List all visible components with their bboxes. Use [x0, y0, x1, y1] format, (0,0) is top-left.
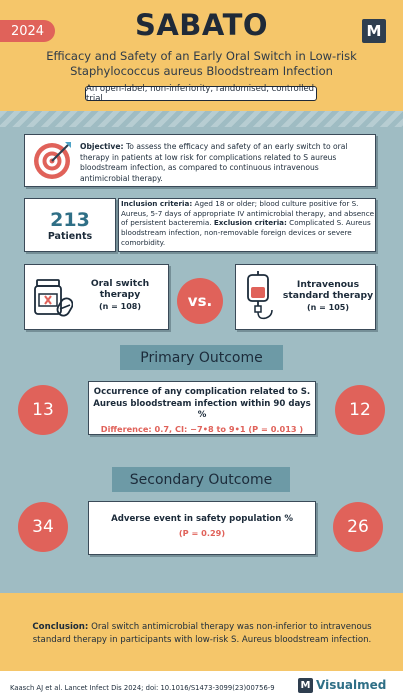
- footer-brand-name: Visualmed: [316, 678, 387, 692]
- exclusion-label: Exclusion criteria:: [213, 218, 287, 228]
- page-title: SABATO: [134, 8, 269, 42]
- primary-outcome-stat: Difference: 0.7, CI: −7•8 to 9•1 (P = 0.013 ): [100, 423, 304, 434]
- criteria-text: [121, 199, 375, 248]
- iv-arm-text: [282, 279, 374, 312]
- conclusion-label: Conclusion:: [32, 622, 89, 632]
- inclusion-label: Inclusion criteria:: [121, 199, 193, 208]
- iv-arm-n: (n = 105): [307, 303, 349, 312]
- secondary-oral-value: 34: [18, 502, 68, 552]
- primary-outcome-heading: Primary Outcome: [120, 345, 283, 370]
- exclusion-text: Complicated S. Aureus bloodstream infection, non-removable foreign devices or severe comorbidity.: [121, 218, 371, 247]
- objective-body: To assess the efficacy and safety of an early switch to oral therapy in patients at low risk for complications related to S aureus bloodstream infection, as compared to continuous intravenous antimicrobial therapy.: [80, 142, 348, 183]
- primary-iv-value: 12: [335, 385, 385, 435]
- brand-logo-icon: M: [362, 19, 386, 43]
- pill-bottle-icon: [33, 276, 73, 318]
- year-badge: 2024: [0, 20, 55, 42]
- iv-bag-icon: [244, 270, 276, 322]
- patient-label: Patients: [47, 230, 93, 242]
- secondary-outcome-description: Adverse event in safety population %: [111, 514, 293, 524]
- patient-count: 213: [50, 208, 90, 231]
- secondary-outcome-stat: (P = 0.29): [178, 527, 226, 538]
- patients-card: [24, 198, 116, 252]
- objective-label: Objective:: [80, 142, 124, 151]
- inclusion-text: Aged 18 or older; blood culture positive for S. Aureus, 5-7 days of appropriate IV antimicrobial therapy, and absence of persistent bacteremia.: [121, 199, 375, 228]
- primary-outcome-description: Occurrence of any complication related to S. Aureus bloodstream infection within 90 days %: [93, 387, 311, 420]
- primary-oral-value: 13: [18, 385, 68, 435]
- secondary-outcome-content: [92, 514, 312, 538]
- iv-arm-title: Intravenous standard therapy: [282, 279, 374, 301]
- primary-outcome-content: [92, 387, 312, 434]
- footer-logo-icon: M: [298, 678, 313, 693]
- secondary-iv-value: 26: [333, 502, 383, 552]
- divider-stripe: [0, 111, 403, 127]
- conclusion-text: [12, 621, 392, 646]
- secondary-outcome-heading: Secondary Outcome: [112, 467, 290, 492]
- trial-type-badge: An open-label, non-inferiority, randomised, controlled trial: [85, 86, 317, 101]
- oral-arm-title: Oral switch therapy: [90, 278, 150, 300]
- objective-text: [80, 142, 370, 184]
- citation-reference: Kaasch AJ et al. Lancet Infect Dis 2024; doi: 10.1016/S1473-3099(23)00756-9: [10, 684, 275, 692]
- conclusion-body: Oral switch antimicrobial therapy was non-inferior to intravenous standard therapy in participants with low-risk S. Aureus bloodstream infection.: [32, 622, 372, 645]
- target-icon: [32, 139, 74, 181]
- page-subtitle: Efficacy and Safety of an Early Oral Switch in Low-risk Staphylococcus aureus Bloodstream Infection: [46, 49, 357, 78]
- vs-badge: vs.: [177, 278, 223, 324]
- oral-arm-n: (n = 108): [99, 302, 141, 311]
- oral-arm-text: [74, 278, 166, 311]
